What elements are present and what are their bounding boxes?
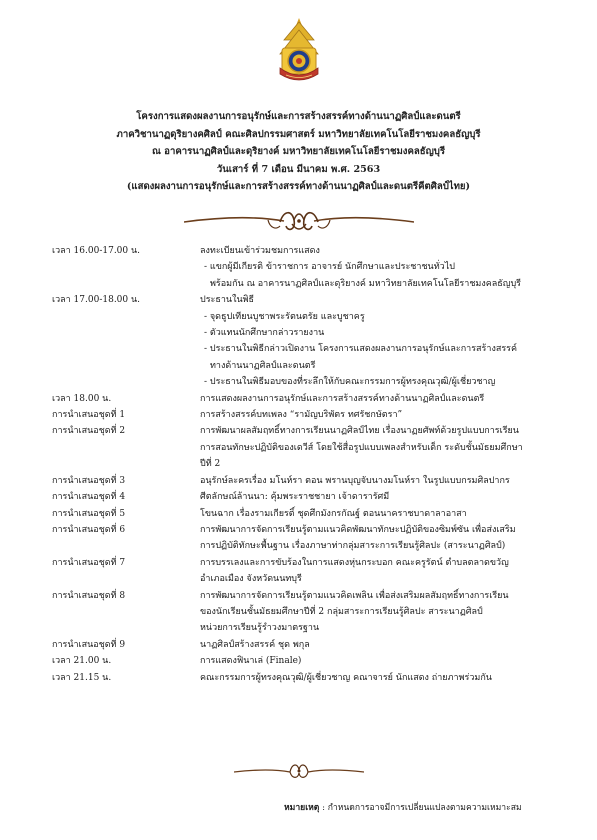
schedule-line: การแสดงผลงานการอนุรักษ์และการสร้างสรรค์ทางด้านนาฏศิลป์และดนตรี	[200, 393, 485, 404]
schedule-row	[52, 506, 552, 522]
date-line: วันเสาร์ ที่ 7 เดือน มีนาคม พ.ศ. 2563	[216, 163, 381, 175]
schedule-line: ทางด้านนาฏศิลป์และดนตรี	[210, 360, 316, 371]
schedule-line: พร้อมกัน ณ อาคารนาฏศิลป์และดุริยางค์ มหาวิทยาลัยเทคโนโลยีราชมงคลธัญบุรี	[210, 278, 521, 289]
schedule-description	[200, 653, 552, 669]
schedule-line: ของนักเรียนชั้นมัธยมศึกษาปีที่ 2 กลุ่มสาระการเรียนรู้ศิลปะ สาระนาฏศิลป์	[200, 606, 483, 617]
schedule-description	[200, 473, 552, 489]
schedule-time: การนำเสนอชุดที่ 7	[52, 557, 126, 568]
schedule-line: การพัฒนาผลสัมฤทธิ์ทางการเรียนนาฏศิลป์ไทย เรื่องนาฏยศัพท์ด้วยรูปแบบการเรียน	[200, 426, 519, 437]
schedule-line: ปีที่ 2	[200, 459, 221, 470]
schedule-row	[52, 423, 552, 472]
schedule-time: เวลา 21.15 น.	[52, 672, 112, 683]
schedule-row	[52, 588, 552, 637]
note-label: หมายเหตุ	[284, 803, 320, 813]
schedule-description	[200, 391, 552, 407]
schedule-row	[52, 637, 552, 653]
schedule-time: การนำเสนอชุดที่ 2	[52, 426, 126, 437]
schedule-line: การบรรเลงและการขับร้องในการแสดงหุ่นกระบอก คณะครูรัตน์ ตำบลตลาดขวัญ	[200, 557, 509, 568]
university-emblem-icon	[274, 18, 324, 86]
schedule-line: โขนฉาก เรื่องรามเกียรติ์ ชุดศึกมังกรกัณฐ์ ตอนนาคราชบาดาลาอาสา	[200, 508, 467, 519]
footer-note	[284, 800, 522, 814]
schedule-time: การนำเสนอชุดที่ 4	[52, 492, 126, 503]
schedule-line: การสอนทักษะปฏิบัติของเดวีส์ โดยใช้สื่อรูปแบบเพลงสำหรับเด็ก ระดับชั้นมัธยมศึกษา	[200, 442, 523, 453]
schedule-row	[52, 407, 552, 423]
schedule-time: การนำเสนอชุดที่ 3	[52, 475, 126, 486]
schedule-row	[52, 653, 552, 669]
schedule-time: การนำเสนอชุดที่ 8	[52, 590, 126, 601]
schedule-description	[200, 588, 552, 637]
schedule-description	[200, 243, 552, 292]
schedule-time: การนำเสนอชุดที่ 5	[52, 508, 126, 519]
schedule-line: - แขกผู้มีเกียรติ ข้าราชการ อาจารย์ นักศึกษาและประชาชนทั่วไป	[204, 262, 455, 273]
schedule-line: การแสดงฟินาเล่ (Finale)	[200, 656, 302, 667]
schedule-row	[52, 243, 552, 292]
schedule-description	[200, 522, 552, 555]
schedule-description	[200, 292, 552, 390]
schedule-line: การสร้างสรรค์บทเพลง “รามัญบริพัตร ทศรัชกษัตรา”	[200, 410, 403, 421]
schedule-description	[200, 423, 552, 472]
schedule-description	[200, 670, 552, 686]
schedule-line: - ประธานในพิธีกล่าวเปิดงาน โครงการแสดงผลงานการอนุรักษ์และการสร้างสรรค์	[204, 344, 518, 355]
schedule-time: เวลา 17.00-18.00 น.	[52, 295, 141, 306]
schedule-line: - จุดธูปเทียนบูชาพระรัตนตรัย และบูชาครู	[204, 311, 365, 322]
project-title: โครงการแสดงผลงานการอนุรักษ์และการสร้างสรรค์ทางด้านนาฏศิลป์และดนตรี	[136, 111, 461, 122]
schedule-time: เวลา 21.00 น.	[52, 656, 112, 667]
schedule-line: อำเภอเมือง จังหวัดนนทบุรี	[200, 574, 302, 585]
schedule-row	[52, 391, 552, 407]
ornament-divider-bottom	[234, 760, 364, 782]
schedule-row	[52, 522, 552, 555]
schedule-time: การนำเสนอชุดที่ 6	[52, 524, 126, 535]
schedule-row	[52, 473, 552, 489]
schedule-line: ศีตลักษณ์ล้านนา: คุ้มพระราชชายา เจ้าดารารัศมี	[200, 492, 390, 503]
note-text: : กำหนดการอาจมีการเปลี่ยนแปลงตามความเหมาะสม	[319, 803, 522, 813]
schedule-description	[200, 506, 552, 522]
schedule-line: ลงทะเบียนเข้าร่วมชมการแสดง	[200, 246, 320, 256]
schedule-line: การพัฒนาการจัดการเรียนรู้ตามแนวคิดพัฒนาทักษะปฏิบัติของซิมพ์ซัน เพื่อส่งเสริม	[200, 524, 516, 535]
schedule-line: - ประธานในพิธีมอบของที่ระลึกให้กับคณะกรรมการผู้ทรงคุณวุฒิ/ผู้เชี่ยวชาญ	[204, 377, 496, 388]
schedule-list	[52, 243, 552, 686]
schedule-time: เวลา 18.00 น.	[52, 393, 112, 404]
schedule-line: ประธานในพิธี	[200, 295, 255, 306]
schedule-row	[52, 555, 552, 588]
schedule-time: การนำเสนอชุดที่ 1	[52, 410, 126, 421]
ornament-divider-top	[184, 206, 414, 236]
schedule-time: การนำเสนอชุดที่ 9	[52, 639, 126, 650]
schedule-line: การปฏิบัติทักษะพื้นฐาน เรื่องภาษาท่ากลุ่มสาระการเรียนรู้ศิลปะ (สาระนาฏศิลป์)	[200, 541, 506, 552]
schedule-row	[52, 292, 552, 390]
program-header	[0, 108, 597, 196]
schedule-description	[200, 489, 552, 505]
schedule-time: เวลา 16.00-17.00 น.	[52, 246, 141, 256]
schedule-description	[200, 555, 552, 588]
schedule-description	[200, 637, 552, 653]
schedule-line: หน่วยการเรียนรู้รำวงมาตรฐาน	[200, 623, 320, 634]
venue-line: ณ อาคารนาฏศิลป์และดุริยางค์ มหาวิทยาลัยเทคโนโลยีราชมงคลธัญบุรี	[151, 146, 446, 158]
schedule-line: คณะกรรมการผู้ทรงคุณวุฒิ/ผู้เชี่ยวชาญ คณาจารย์ นักแสดง ถ่ายภาพร่วมกัน	[200, 672, 492, 683]
schedule-line: การพัฒนาการจัดการเรียนรู้ตามแนวคิดเพลิน เพื่อส่งเสริมผลสัมฤทธิ์ทางการเรียน	[200, 590, 509, 601]
schedule-row	[52, 670, 552, 686]
subtitle-line: (แสดงผลงานการอนุรักษ์และการสร้างสรรค์ทางด้านนาฏศิลป์และดนตรีคีตศิลป์ไทย)	[126, 181, 471, 193]
schedule-description	[200, 407, 552, 423]
schedule-line: นาฏศิลป์สร้างสรรค์ ชุด พกุล	[200, 639, 310, 650]
schedule-line: - ตัวแทนนักศึกษากล่าวรายงาน	[204, 328, 325, 339]
schedule-line: อนุรักษ์ละครเรื่อง มโนห์รา ตอน พรานบุญจับนางมโนห์รา ในรูปแบบกรมศิลปากร	[200, 475, 510, 486]
schedule-row	[52, 489, 552, 505]
department-line: ภาควิชานาฏดุริยางคศิลป์ คณะศิลปกรรมศาสตร์ มหาวิทยาลัยเทคโนโลยีราชมงคลธัญบุรี	[116, 128, 481, 140]
